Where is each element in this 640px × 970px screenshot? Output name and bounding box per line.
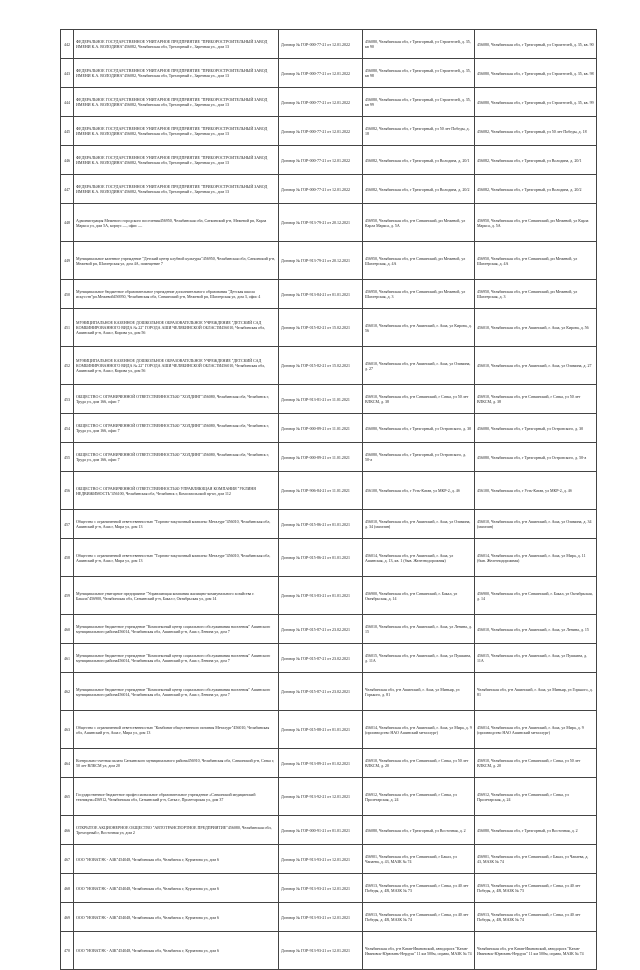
- delivery-address-cell: 456913, Челябинская обл, р-н Саткинский, г Сатка, ул 40 лет Победы, д. 4В, МАЗК № 74: [475, 903, 597, 932]
- organization-cell: Администрация Межевого городского поселения456950, Челябинская обл, Саткинский р-н, Межевой рп, Карла Маркса ул, дом 5А, корпус —, офис —: [74, 204, 279, 242]
- table-row: [61, 711, 597, 749]
- row-number-cell: 456: [61, 472, 74, 510]
- organization-cell: МУНИЦИПАЛЬНОЕ КАЗЕННОЕ ДОШКОЛЬНОЕ ОБРАЗОВАТЕЛЬНОЕ УЧРЕЖДЕНИЕ "ДЕТСКИЙ САД КОМБИНИРОВАННОГО ВИДА № 22" ГОРОДА АШИ ЧЕЛЯБИНСКОЙ ОБЛАСТИ456010, Челябинская обл, Ашинский р-н, Аша г, Кирова ул, дом 56: [74, 309, 279, 347]
- row-number-cell: 459: [61, 577, 74, 615]
- organization-cell: Муниципальное бюджетное учреждение "Комплексный центр социального обслуживания населения" Ашинского муниципального района456014, Челябинская обл, Ашинский р-н, Аша г, Ленина ул, дом 7: [74, 615, 279, 644]
- object-address-cell: 456950, Челябинская обл, р-н Саткинский, рп Межевой, ул Карла Маркса, д. 5А: [363, 204, 475, 242]
- object-address-cell: 456950, Челябинская обл, р-н Саткинский, рп Межевой, ул Шахтерская, д. 3: [363, 280, 475, 309]
- object-address-cell: Челябинская обл, р-н Катав-Ивановский, автодорога "Катав-Ивановск-Юрюзань-Нердуш" 11 км 500м, справа, МАЗК № 74: [363, 932, 475, 970]
- table-row: [61, 932, 597, 970]
- contract-cell: Договор № ГОР-015-87-21 от 23.02.2021: [279, 644, 363, 673]
- table-row: [61, 347, 597, 385]
- contract-cell: Договор № ГОР-015-87-21 от 23.02.2021: [279, 615, 363, 644]
- object-address-cell: 456100, Челябинская обл, г Усть-Катав, ул МКР-2, д. 4б: [363, 472, 475, 510]
- contract-cell: Договор № ГОР-913-93-21 от 12.01.2021: [279, 932, 363, 970]
- delivery-address-cell: 456901, Челябинская обл, р-н Саткинский, г Бакал, ул Чапаева, д. 43, МАЗК № 74: [475, 845, 597, 874]
- table-row: [61, 242, 597, 280]
- contract-cell: Договор № ГОР-000-89-21 от 11.01.2021: [279, 443, 363, 472]
- contract-cell: Договор № ГОР-913-93-21 от 12.01.2021: [279, 845, 363, 874]
- contract-cell: Договор № ГОР-913-93-21 от 12.01.2021: [279, 903, 363, 932]
- row-number-cell: 467: [61, 845, 74, 874]
- row-number-cell: 469: [61, 903, 74, 932]
- table-row: [61, 59, 597, 88]
- delivery-address-cell: 456950, Челябинская обл, р-н Саткинский, рп Межевой, ул Карла Маркса, д. 5А: [475, 204, 597, 242]
- contract-cell: Договор № ГОР-000-77-21 от 12.01.2022: [279, 30, 363, 59]
- delivery-address-cell: 456082, Челябинская обл, г Трехгорный, ул 50 лет Победы, д. 18: [475, 117, 597, 146]
- table-row: [61, 146, 597, 175]
- object-address-cell: 456014, Челябинская обл, р-н Ашинский, г. Аша, ул Мира, д. 9 (производство НАО Ашинский металлург): [363, 711, 475, 749]
- row-number-cell: 465: [61, 778, 74, 816]
- organization-cell: Муниципальное казенное учреждение "Детский центр клубной культуры"456950, Челябинская обл, Саткинский р-н, Межевой рп, Шахтерская ул, дом 4А, помещение 7: [74, 242, 279, 280]
- row-number-cell: 450: [61, 280, 74, 309]
- object-address-cell: 456080, Челябинская обл, г Трехгорный, ул Строителей, д. 35, кв 90: [363, 30, 475, 59]
- delivery-address-cell: 456014, Челябинская обл, р-н Ашинский, г. Аша, ул Мира, д. 9 (производство НАО Ашинский металлург): [475, 711, 597, 749]
- organization-cell: Государственное бюджетное профессиональное образовательное учреждение «Саткинский медицинский техникум»456912, Челябинская обл, Саткинский р-н, Сатка г, Пролетарская ул, дом 37: [74, 778, 279, 816]
- organization-cell: Контрольно-счетная палата Саткинского муниципального района456910, Челябинская обл, Саткинский р-н, Сатка г, 50 лет ВЛКСМ ул, дом 20: [74, 749, 279, 778]
- table-row: [61, 903, 597, 932]
- organization-cell: ООО "НОВАТЭК - АЗК"454048, Челябинская обл, Челябинск г, Курчатова ул, дом 6: [74, 903, 279, 932]
- table-row: [61, 673, 597, 711]
- organization-cell: ОБЩЕСТВО С ОГРАНИЧЕННОЙ ОТВЕТСТВЕННОСТЬЮ УПРАВЛЯЮЩАЯ КОМПАНИЯ "УКЛИНЯ НЕДВИЖИМОСТЬ"456100, Челябинская обл, Челябинск г, Комсомольский пр-кт, дом 112: [74, 472, 279, 510]
- object-address-cell: 456080, Челябинская обл, г Трехгорный, ул Восточная, д. 2: [363, 816, 475, 845]
- table-row: [61, 472, 597, 510]
- object-address-cell: 456010, Челябинская обл, р-н Ашинский, г. Аша, ул Ленина, д. 15: [363, 615, 475, 644]
- table-row: [61, 749, 597, 778]
- contract-cell: Договор № ГОР-015-87-21 от 23.02.2021: [279, 673, 363, 711]
- table-row: [61, 845, 597, 874]
- row-number-cell: 451: [61, 309, 74, 347]
- table-row: [61, 778, 597, 816]
- object-address-cell: 456900, Челябинская обл, р-н Саткинский, г. Бакал, ул Октябрьская, д. 14: [363, 577, 475, 615]
- object-address-cell: 456910, Челябинская обл, р-н Саткинский, г Сатка, ул 50 лет ВЛКСМ, д. 38: [363, 385, 475, 414]
- object-address-cell: 456080, Челябинская обл, г Трехгорный, ул Строителей, д. 35, кв 99: [363, 88, 475, 117]
- object-address-cell: 456913, Челябинская обл, р-н Саткинский, г Сатка, ул 40 лет Победы, д. 4В, МАЗК № 74: [363, 903, 475, 932]
- contract-cell: Договор № ГОР-906-84-21 от 11.01.2021: [279, 472, 363, 510]
- delivery-address-cell: 456100, Челябинская обл, г Усть-Катав, ул МКР-2, д. 4б: [475, 472, 597, 510]
- row-number-cell: 442: [61, 30, 74, 59]
- contract-cell: Договор № ГОР-913-79-21 от 20.12.2021: [279, 242, 363, 280]
- contract-cell: Договор № ГОР-913-84-21 от 01.01.2021: [279, 280, 363, 309]
- table-row: [61, 510, 597, 539]
- object-address-cell: 456080, Челябинская обл, г Трехгорный, ул Строителей, д. 35, кв 98: [363, 59, 475, 88]
- organization-cell: ОБЩЕСТВО С ОГРАНИЧЕННОЙ ОТВЕТСТВЕННОСТЬЮ "ХОЛДИНГ"456080, Челябинская обл, Челябинск г, Труда ул, дом 166, офис 7: [74, 443, 279, 472]
- delivery-address-cell: 456910, Челябинская обл, р-н Саткинский, г Сатка, ул 50 лет ВЛКСМ, д. 20: [475, 749, 597, 778]
- delivery-address-cell: 456080, Челябинская обл, г Трехгорный, ул Восточная, д. 2: [475, 816, 597, 845]
- object-address-cell: 456010, Челябинская обл, р-н Ашинский, г. Аша, ул Кирова, д. 56: [363, 309, 475, 347]
- delivery-address-cell: 456010, Челябинская обл, р-н Ашинский, г. Аша, ул Ленина, д. 15: [475, 615, 597, 644]
- contract-cell: Договор № ГОР-015-82-21 от 15.02.2021: [279, 309, 363, 347]
- row-number-cell: 444: [61, 88, 74, 117]
- table-row: [61, 644, 597, 673]
- contract-cell: Договор № ГОР-913-93-21 от 12.01.2021: [279, 874, 363, 903]
- organization-cell: Муниципальное бюджетное учреждение "Комплексный центр социального обслуживания населения" Ашинского муниципального района456014, Челябинская обл, Ашинский р-н, Аша г, Ленина ул, дом 7: [74, 644, 279, 673]
- table-row: [61, 309, 597, 347]
- table-row: [61, 204, 597, 242]
- row-number-cell: 458: [61, 539, 74, 577]
- contract-cell: Договор № ГОР-000-77-21 от 12.01.2022: [279, 59, 363, 88]
- table-row: [61, 615, 597, 644]
- contract-cell: Договор № ГОР-913-83-21 от 01.01.2021: [279, 577, 363, 615]
- contract-cell: Договор № ГОР-000-77-21 от 12.01.2022: [279, 175, 363, 204]
- row-number-cell: 443: [61, 59, 74, 88]
- contracts-table: [60, 29, 597, 970]
- delivery-address-cell: 456080, Челябинская обл, г Трехгорный, ул Островского, д. 50-а: [475, 443, 597, 472]
- table-row: [61, 577, 597, 615]
- delivery-address-cell: 456082, Челябинская обл, г Трехгорный, ул Володина, д. 20/1: [475, 146, 597, 175]
- row-number-cell: 466: [61, 816, 74, 845]
- table-row: [61, 414, 597, 443]
- row-number-cell: 445: [61, 117, 74, 146]
- table-body: [61, 30, 597, 970]
- delivery-address-cell: 456080, Челябинская обл, г Трехгорный, ул Строителей, д. 35, кв. 98: [475, 59, 597, 88]
- row-number-cell: 461: [61, 644, 74, 673]
- row-number-cell: 453: [61, 385, 74, 414]
- organization-cell: Муниципальное бюджетное образовательное учреждение дополнительного образования "Детская школа искусств"рп.Межевой456950, Челябинская обл, Саткинский р-н, Межевой рп, Шахтерская ул, дом 3, офис 4: [74, 280, 279, 309]
- contract-cell: Договор № ГОР-913-79-21 от 20.12.2021: [279, 204, 363, 242]
- object-address-cell: 456950, Челябинская обл, р-н Саткинский, рп Межевой, ул Шахтерская, д. 4А: [363, 242, 475, 280]
- organization-cell: ОБЩЕСТВО С ОГРАНИЧЕННОЙ ОТВЕТСТВЕННОСТЬЮ "ХОЛДИНГ"456080, Челябинская обл, Челябинск г, Труда ул, дом 166, офис 7: [74, 385, 279, 414]
- delivery-address-cell: 456900, Челябинская обл, р-н Саткинский, г. Бакал, ул Октябрьская, д. 14: [475, 577, 597, 615]
- delivery-address-cell: 456080, Челябинская обл, г Трехгорный, ул Островского, д. 30: [475, 414, 597, 443]
- delivery-address-cell: 456950, Челябинская обл, р-н Саткинский, рп Межевой, ул Шахтерская, д. 4А: [475, 242, 597, 280]
- object-address-cell: 456910, Челябинская обл, р-н Саткинский, г Сатка, ул 50 лет ВЛКСМ, д. 20: [363, 749, 475, 778]
- organization-cell: МУНИЦИПАЛЬНОЕ КАЗЕННОЕ ДОШКОЛЬНОЕ ОБРАЗОВАТЕЛЬНОЕ УЧРЕЖДЕНИЕ "ДЕТСКИЙ САД КОМБИНИРОВАННОГО ВИДА № 22" ГОРОДА АШИ ЧЕЛЯБИНСКОЙ ОБЛАСТИ456010, Челябинская обл, Ашинский р-н, Аша г, Кирова ул, дом 56: [74, 347, 279, 385]
- contract-cell: Договор № ГОР-000-77-21 от 12.01.2022: [279, 117, 363, 146]
- delivery-address-cell: 456950, Челябинская обл, р-н Саткинский, рп Межевой, ул Шахтерская, д. 3: [475, 280, 597, 309]
- row-number-cell: 470: [61, 932, 74, 970]
- row-number-cell: 454: [61, 414, 74, 443]
- object-address-cell: 456913, Челябинская обл, р-н Саткинский, г Сатка, ул 40 лет Победы, д. 4В, МАЗК № 73: [363, 874, 475, 903]
- organization-cell: ОБЩЕСТВО С ОГРАНИЧЕННОЙ ОТВЕТСТВЕННОСТЬЮ "ХОЛДИНГ"456080, Челябинская обл, Челябинск г, Труда ул, дом 166, офис 7: [74, 414, 279, 443]
- table-row: [61, 816, 597, 845]
- object-address-cell: 456015, Челябинская обл, р-н Ашинский, г. Аша, ул Пушкина, д. 11А: [363, 644, 475, 673]
- organization-cell: ФЕДЕРАЛЬНОЕ ГОСУДАРСТВЕННОЕ УНИТАРНОЕ ПРЕДПРИЯТИЕ "ПРИБОРОСТРОИТЕЛЬНЫЙ ЗАВОД ИМЕНИ К.А. ВОЛОДИНА"456082, Челябинская обл, Трехгорный г., Заречная ул., дом 13: [74, 175, 279, 204]
- table-row: [61, 443, 597, 472]
- row-number-cell: 455: [61, 443, 74, 472]
- contract-cell: Договор № ГОР-015-82-21 от 15.02.2021: [279, 347, 363, 385]
- table-row: [61, 874, 597, 903]
- contract-cell: Договор № ГОР-015-86-21 от 01.01.2021: [279, 539, 363, 577]
- row-number-cell: 468: [61, 874, 74, 903]
- row-number-cell: 449: [61, 242, 74, 280]
- delivery-address-cell: 456913, Челябинская обл, р-н Саткинский, г Сатка, ул 40 лет Победы, д. 4В, МАЗК № 73: [475, 874, 597, 903]
- delivery-address-cell: 456080, Челябинская обл, г Трехгорный, ул Строителей, д. 35, кв. 99: [475, 88, 597, 117]
- object-address-cell: 456014, Челябинская обл, р-н Ашинский, г. Аша, ул Ашинская, д. 13, кв. 1 (быв. Железнодорожная): [363, 539, 475, 577]
- organization-cell: Муниципальное унитарное предприятие "Управляющая компания жилищно-коммунального хозяйства г. Бакала"456900, Челябинская обл, Саткинский р-н, Бакал г, Октябрьская ул, дом 14: [74, 577, 279, 615]
- table-row: [61, 280, 597, 309]
- table-row: [61, 117, 597, 146]
- contract-cell: Договор № ГОР-913-89-21 от 01.02.2021: [279, 749, 363, 778]
- table-row: [61, 385, 597, 414]
- contract-cell: Договор № ГОР-015-86-21 от 01.01.2021: [279, 510, 363, 539]
- organization-cell: ФЕДЕРАЛЬНОЕ ГОСУДАРСТВЕННОЕ УНИТАРНОЕ ПРЕДПРИЯТИЕ "ПРИБОРОСТРОИТЕЛЬНЫЙ ЗАВОД ИМЕНИ К.А. ВОЛОДИНА"456082, Челябинская обл, Трехгорный г., Заречная ул., дом 13: [74, 146, 279, 175]
- table-row: [61, 175, 597, 204]
- row-number-cell: 446: [61, 146, 74, 175]
- object-address-cell: 456082, Челябинская обл, г Трехгорный, ул 50 лет Победы, д. 18: [363, 117, 475, 146]
- organization-cell: Общество с ограниченной ответственностью "Торгово-закупочный комплекс Металург"456010, Челябинская обл, Ашинский р-н, Аша г, Мира ул, дом 13: [74, 539, 279, 577]
- delivery-address-cell: 456080, Челябинская обл, г Трехгорный, ул Строителей, д. 35, кв. 90: [475, 30, 597, 59]
- object-address-cell: 456080, Челябинская обл, г Трехгорный, ул Островского, д. 30: [363, 414, 475, 443]
- organization-cell: ООО "НОВАТЭК - АЗК"454048, Челябинская обл, Челябинск г, Курчатова ул, дом 6: [74, 845, 279, 874]
- contract-cell: Договор № ГОР-015-88-21 от 01.01.2021: [279, 711, 363, 749]
- delivery-address-cell: 456010, Челябинская обл, р-н Ашинский, г. Аша, ул Кирова, д. 56: [475, 309, 597, 347]
- row-number-cell: 452: [61, 347, 74, 385]
- organization-cell: ФЕДЕРАЛЬНОЕ ГОСУДАРСТВЕННОЕ УНИТАРНОЕ ПРЕДПРИЯТИЕ "ПРИБОРОСТРОИТЕЛЬНЫЙ ЗАВОД ИМЕНИ К.А. ВОЛОДИНА"456082, Челябинская обл, Трехгорный г., Заречная ул., дом 13: [74, 30, 279, 59]
- organization-cell: ФЕДЕРАЛЬНОЕ ГОСУДАРСТВЕННОЕ УНИТАРНОЕ ПРЕДПРИЯТИЕ "ПРИБОРОСТРОИТЕЛЬНЫЙ ЗАВОД ИМЕНИ К.А. ВОЛОДИНА"456082, Челябинская обл, Трехгорный г., Заречная ул., дом 13: [74, 59, 279, 88]
- organization-cell: Общество с ограниченной ответственностью "Торгово-закупочный комплекс Металург"456010, Челябинская обл, Ашинский р-н, Аша г, Мира ул, дом 13: [74, 510, 279, 539]
- contract-cell: Договор № ГОР-913-92-21 от 12.01.2021: [279, 778, 363, 816]
- delivery-address-cell: 456082, Челябинская обл, г Трехгорный, ул Володина, д. 20/2: [475, 175, 597, 204]
- object-address-cell: 456010, Челябинская обл, р-н Ашинский, г. Аша, ул Озимина, д. 34 (магазин): [363, 510, 475, 539]
- object-address-cell: 456010, Челябинская обл, р-н Ашинский, г. Аша, ул Озимина, д. 27: [363, 347, 475, 385]
- object-address-cell: 456082, Челябинская обл, г Трехгорный, ул Володина, д. 20/2: [363, 175, 475, 204]
- object-address-cell: 456082, Челябинская обл, г Трехгорный, ул Володина, д. 20/1: [363, 146, 475, 175]
- delivery-address-cell: Челябинская обл, р-н Катав-Ивановский, автодорога "Катав-Ивановск-Юрюзань-Нердуш" 11 км 500м, справа, МАЗК № 74: [475, 932, 597, 970]
- organization-cell: ОТКРЫТОЕ АКЦИОНЕРНОЕ ОБЩЕСТВО "АВТОТРАНСПОРТНОЕ ПРЕДПРИЯТИЕ"456080, Челябинская обл, Трехгорный г, Восточная ул, дом 2: [74, 816, 279, 845]
- row-number-cell: 447: [61, 175, 74, 204]
- contract-cell: Договор № ГОР-913-81-21 от 11.01.2021: [279, 385, 363, 414]
- row-number-cell: 448: [61, 204, 74, 242]
- object-address-cell: 456901, Челябинская обл, р-н Саткинский, г Бакал, ул Чапаева, д. 43, МАЗК № 74: [363, 845, 475, 874]
- contract-cell: Договор № ГОР-000-89-21 от 11.01.2021: [279, 414, 363, 443]
- organization-cell: ООО "НОВАТЭК - АЗК"454048, Челябинская обл, Челябинск г, Курчатова ул, дом 6: [74, 874, 279, 903]
- row-number-cell: 462: [61, 673, 74, 711]
- contract-cell: Договор № ГОР-000-77-21 от 12.01.2022: [279, 88, 363, 117]
- row-number-cell: 457: [61, 510, 74, 539]
- row-number-cell: 464: [61, 749, 74, 778]
- object-address-cell: 456912, Челябинская обл, р-н Саткинский, г Сатка, ул Пролетарская, д. 24: [363, 778, 475, 816]
- delivery-address-cell: 456912, Челябинская обл, р-н Саткинский, г Сатка, ул Пролетарская, д. 24: [475, 778, 597, 816]
- delivery-address-cell: 456014, Челябинская обл, р-н Ашинский, г. Аша, ул Мира, д. 11 (быв. Железнодорожная): [475, 539, 597, 577]
- delivery-address-cell: 456910, Челябинская обл, р-н Саткинский, г Сатка, ул 50 лет ВЛКСМ, д. 38: [475, 385, 597, 414]
- contract-cell: Договор № ГОР-000-91-21 от 01.01.2021: [279, 816, 363, 845]
- table-row: [61, 30, 597, 59]
- object-address-cell: Челябинская обл, р-н Ашинский, г. Аша, ул Миньяр, ул Горького, д. 81: [363, 673, 475, 711]
- table-row: [61, 539, 597, 577]
- table-row: [61, 88, 597, 117]
- delivery-address-cell: 456010, Челябинская обл, р-н Ашинский, г. Аша, ул Озимина, д. 34 (магазин): [475, 510, 597, 539]
- organization-cell: Муниципальное бюджетное учреждение "Комплексный центр социального обслуживания населения" Ашинского муниципального района456014, Челябинская обл, Ашинский р-н, Аша г, Ленина ул, дом 7: [74, 673, 279, 711]
- delivery-address-cell: 456015, Челябинская обл, р-н Ашинский, г. Аша, ул Пушкина, д. 11А: [475, 644, 597, 673]
- row-number-cell: 460: [61, 615, 74, 644]
- row-number-cell: 463: [61, 711, 74, 749]
- organization-cell: ФЕДЕРАЛЬНОЕ ГОСУДАРСТВЕННОЕ УНИТАРНОЕ ПРЕДПРИЯТИЕ "ПРИБОРОСТРОИТЕЛЬНЫЙ ЗАВОД ИМЕНИ К.А. ВОЛОДИНА"456082, Челябинская обл, Трехгорный г., Заречная ул., дом 13: [74, 88, 279, 117]
- object-address-cell: 456080, Челябинская обл, г Трехгорный, ул Островского, д. 50-а: [363, 443, 475, 472]
- contract-cell: Договор № ГОР-000-77-21 от 12.01.2022: [279, 146, 363, 175]
- organization-cell: Общество с ограниченной ответственностью "Комбинат общественного питания Металург"456010, Челябинская обл, Ашинский р-н, Аша г, Мира ул, дом 13: [74, 711, 279, 749]
- organization-cell: ФЕДЕРАЛЬНОЕ ГОСУДАРСТВЕННОЕ УНИТАРНОЕ ПРЕДПРИЯТИЕ "ПРИБОРОСТРОИТЕЛЬНЫЙ ЗАВОД ИМЕНИ К.А. ВОЛОДИНА"456082, Челябинская обл, Трехгорный г., Заречная ул., дом 13: [74, 117, 279, 146]
- delivery-address-cell: 456010, Челябинская обл, р-н Ашинский, г. Аша, ул Озимина, д. 27: [475, 347, 597, 385]
- delivery-address-cell: Челябинская обл, р-н Ашинский, г. Аша, ул Миньяр, ул Горького, д. 81: [475, 673, 597, 711]
- organization-cell: ООО "НОВАТЭК - АЗК"454048, Челябинская обл, Челябинск г, Курчатова ул, дом 6: [74, 932, 279, 970]
